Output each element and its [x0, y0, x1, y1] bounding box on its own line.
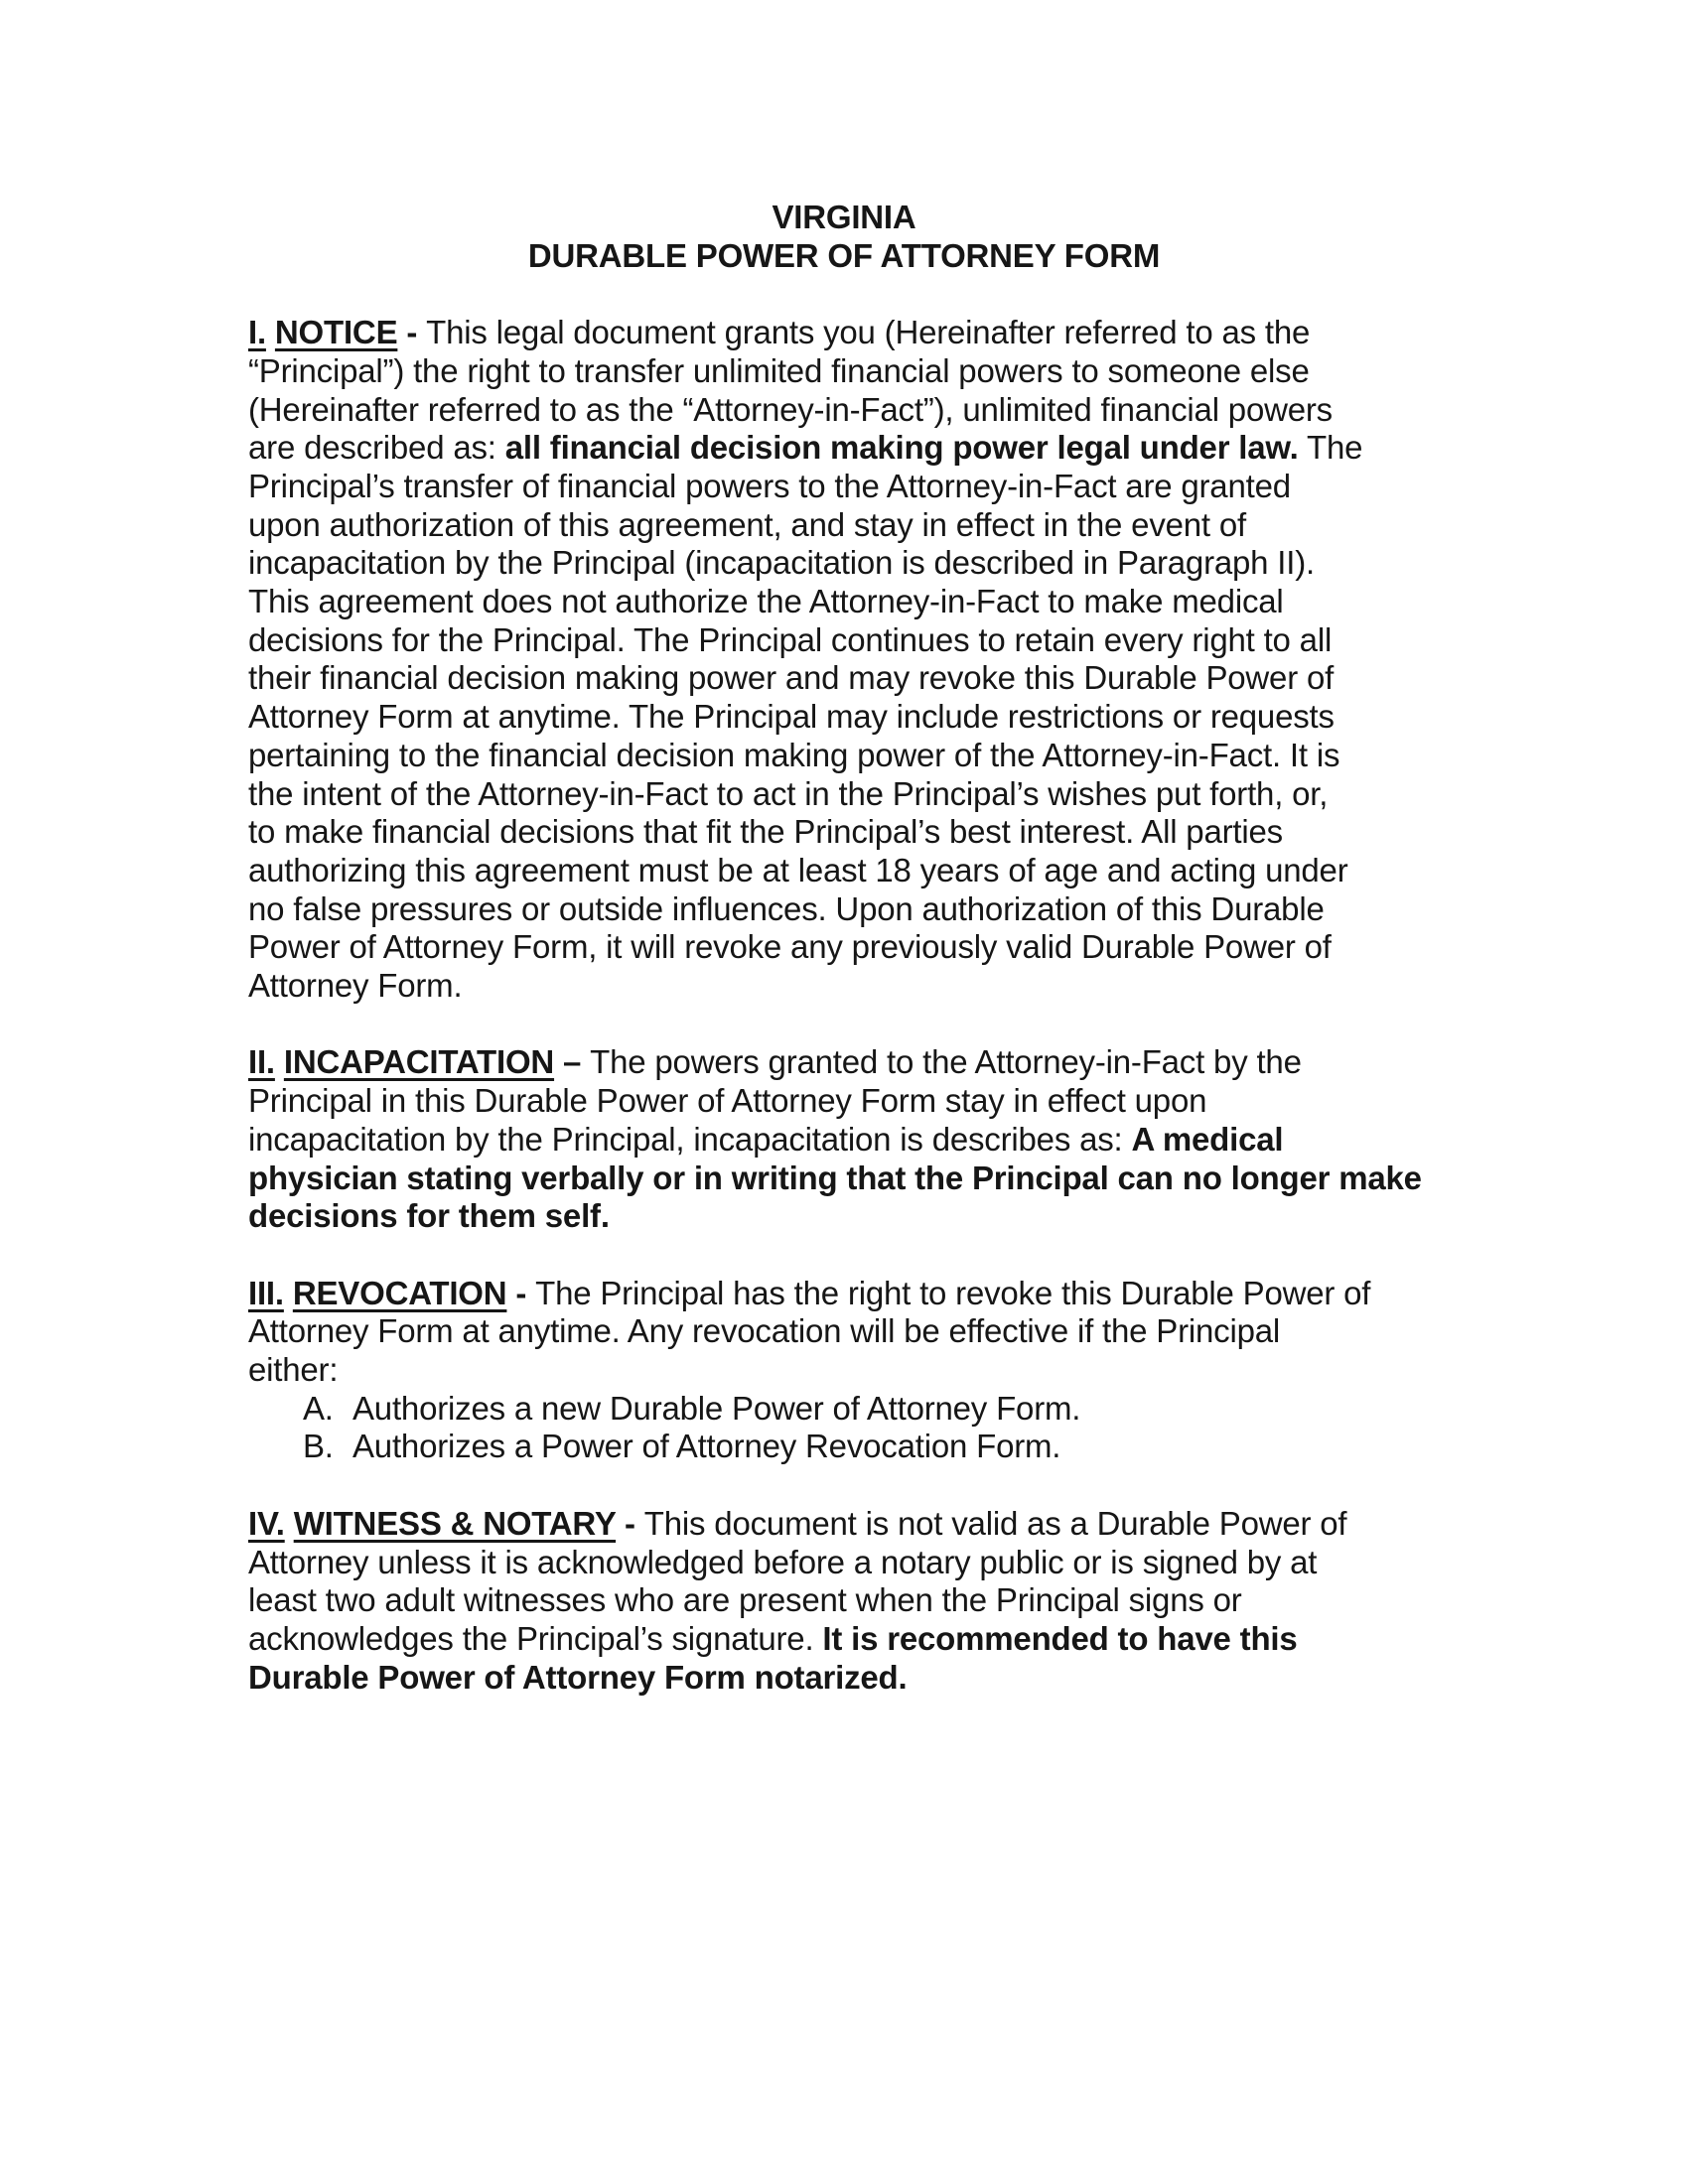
text-line	[248, 314, 1440, 352]
text-segment: Attorney Form at anytime. Any revocation will be effective if the Principal	[248, 1312, 1281, 1350]
section-incapacitation	[248, 1043, 1440, 1236]
text-line	[248, 967, 1440, 1006]
text-segment: Attorney Form at anytime. The Principal may include restrictions or requests	[248, 698, 1335, 736]
text-segment: –	[554, 1043, 591, 1081]
text-line	[248, 1581, 1440, 1620]
text-line	[248, 1505, 1440, 1544]
text-segment	[266, 314, 275, 350]
text-segment: A medical	[1131, 1120, 1284, 1158]
text-line	[248, 1351, 1440, 1390]
section-revocation	[248, 1275, 1440, 1467]
text-segment: Authorizes a new Durable Power of Attorney Form.	[352, 1389, 1081, 1427]
text-segment: Principal’s transfer of financial powers to the Attorney-in-Fact are granted	[248, 467, 1291, 504]
text-segment: to make financial decisions that fit the Principal’s best interest. All parties	[248, 813, 1283, 851]
text-segment: no false pressures or outside influences. Upon authorization of this Durable	[248, 889, 1325, 927]
text-segment: their financial decision making power and may revoke this Durable Power of	[248, 659, 1335, 697]
text-line	[248, 621, 1440, 660]
text-line	[248, 1544, 1440, 1582]
text-segment	[285, 1505, 294, 1542]
text-line	[248, 1043, 1440, 1082]
document-content	[248, 199, 1440, 1697]
text-segment: This agreement does not authorize the Attorney-in-Fact to make medical	[248, 583, 1284, 620]
text-segment: I.	[248, 314, 266, 351]
text-segment: II.	[248, 1043, 275, 1081]
text-segment: -	[616, 1504, 644, 1542]
text-segment: REVOCATION	[292, 1274, 507, 1311]
text-segment: decisions for them self.	[248, 1197, 610, 1235]
text-line	[248, 1082, 1440, 1121]
text-line	[248, 928, 1440, 967]
text-segment: upon authorization of this agreement, and stay in effect in the event of	[248, 505, 1246, 543]
text-line	[248, 698, 1440, 737]
list-marker: B.	[303, 1428, 334, 1465]
text-segment: either:	[248, 1351, 339, 1389]
section-witness-notary	[248, 1505, 1440, 1698]
text-segment: Authorizes a Power of Attorney Revocation Form.	[352, 1428, 1061, 1465]
text-line	[248, 890, 1440, 929]
document-title	[248, 199, 1440, 275]
text-segment: WITNESS & NOTARY	[293, 1504, 617, 1542]
text-segment: Attorney Form.	[248, 967, 463, 1005]
text-line	[248, 1312, 1440, 1351]
text-line	[248, 813, 1440, 852]
text-segment: incapacitation by the Principal, incapacitation is describes as:	[248, 1120, 1132, 1158]
text-line	[248, 583, 1440, 621]
title-form-name: DURABLE POWER OF ATTORNEY FORM	[527, 236, 1161, 274]
document-body	[248, 314, 1440, 1697]
text-segment: decisions for the Principal. The Principal continues to retain every right to all	[248, 620, 1333, 658]
text-segment: acknowledges the Principal’s signature.	[248, 1619, 823, 1657]
text-line	[248, 1197, 1440, 1236]
text-segment: The	[1298, 429, 1363, 467]
text-segment: -	[397, 314, 427, 351]
text-segment: pertaining to the financial decision making power of the Attorney-in-Fact. It is	[248, 736, 1340, 773]
text-line	[248, 1275, 1440, 1313]
text-segment: Power of Attorney Form, it will revoke any previously valid Durable Power of	[248, 928, 1332, 966]
list-marker: A.	[303, 1389, 334, 1427]
text-line	[248, 737, 1440, 775]
text-segment: authorizing this agreement must be at least 18 years of age and acting under	[248, 851, 1348, 888]
text-line	[248, 775, 1440, 814]
text-line	[248, 352, 1440, 391]
text-line	[248, 1160, 1440, 1198]
title-state: VIRGINIA	[772, 199, 916, 235]
text-line	[248, 506, 1440, 545]
text-segment: IV.	[248, 1504, 285, 1542]
text-segment: INCAPACITATION	[283, 1043, 555, 1081]
text-segment: are described as:	[248, 429, 505, 467]
text-segment: Principal in this Durable Power of Attorney Form stay in effect upon	[248, 1082, 1207, 1120]
text-segment: It is recommended to have this	[822, 1619, 1298, 1657]
text-segment: The powers granted to the Attorney-in-Fact by the	[590, 1043, 1302, 1081]
text-line	[248, 852, 1440, 890]
text-segment: (Hereinafter referred to as the “Attorney-in-Fact”), unlimited financial powers	[248, 390, 1333, 428]
text-line	[248, 1121, 1440, 1160]
text-line	[248, 1620, 1440, 1659]
text-segment: “Principal”) the right to transfer unlimited financial powers to someone else	[248, 351, 1310, 389]
text-line	[248, 391, 1440, 430]
text-segment: The Principal has the right to revoke this Durable Power of	[535, 1274, 1371, 1311]
text-line	[248, 544, 1440, 583]
section-notice	[248, 314, 1440, 1006]
text-segment: least two adult witnesses who are present when the Principal signs or	[248, 1581, 1242, 1619]
text-segment	[275, 1043, 284, 1080]
text-segment: III.	[248, 1274, 284, 1311]
text-segment: all financial decision making power legal under law.	[504, 429, 1299, 467]
text-line	[248, 1659, 1440, 1698]
text-line	[248, 659, 1440, 698]
list-item-line	[303, 1428, 1440, 1466]
text-segment: Durable Power of Attorney Form notarized.	[248, 1658, 908, 1696]
text-segment: incapacitation by the Principal (incapacitation is described in Paragraph II).	[248, 544, 1315, 582]
text-segment: the intent of the Attorney-in-Fact to act in the Principal’s wishes put forth, or,	[248, 774, 1329, 812]
text-segment	[284, 1275, 293, 1311]
text-segment: This document is not valid as a Durable Power of	[643, 1504, 1347, 1542]
text-segment: This legal document grants you (Hereinafter referred to as the	[426, 314, 1311, 351]
text-segment: physician stating verbally or in writing that the Principal can no longer make	[248, 1159, 1422, 1196]
text-line	[248, 429, 1440, 468]
text-segment: -	[506, 1274, 536, 1311]
text-line	[248, 468, 1440, 506]
text-segment: Attorney unless it is acknowledged before a notary public or is signed by at	[248, 1543, 1318, 1580]
list-item-line	[303, 1390, 1440, 1429]
text-segment: NOTICE	[274, 314, 398, 351]
